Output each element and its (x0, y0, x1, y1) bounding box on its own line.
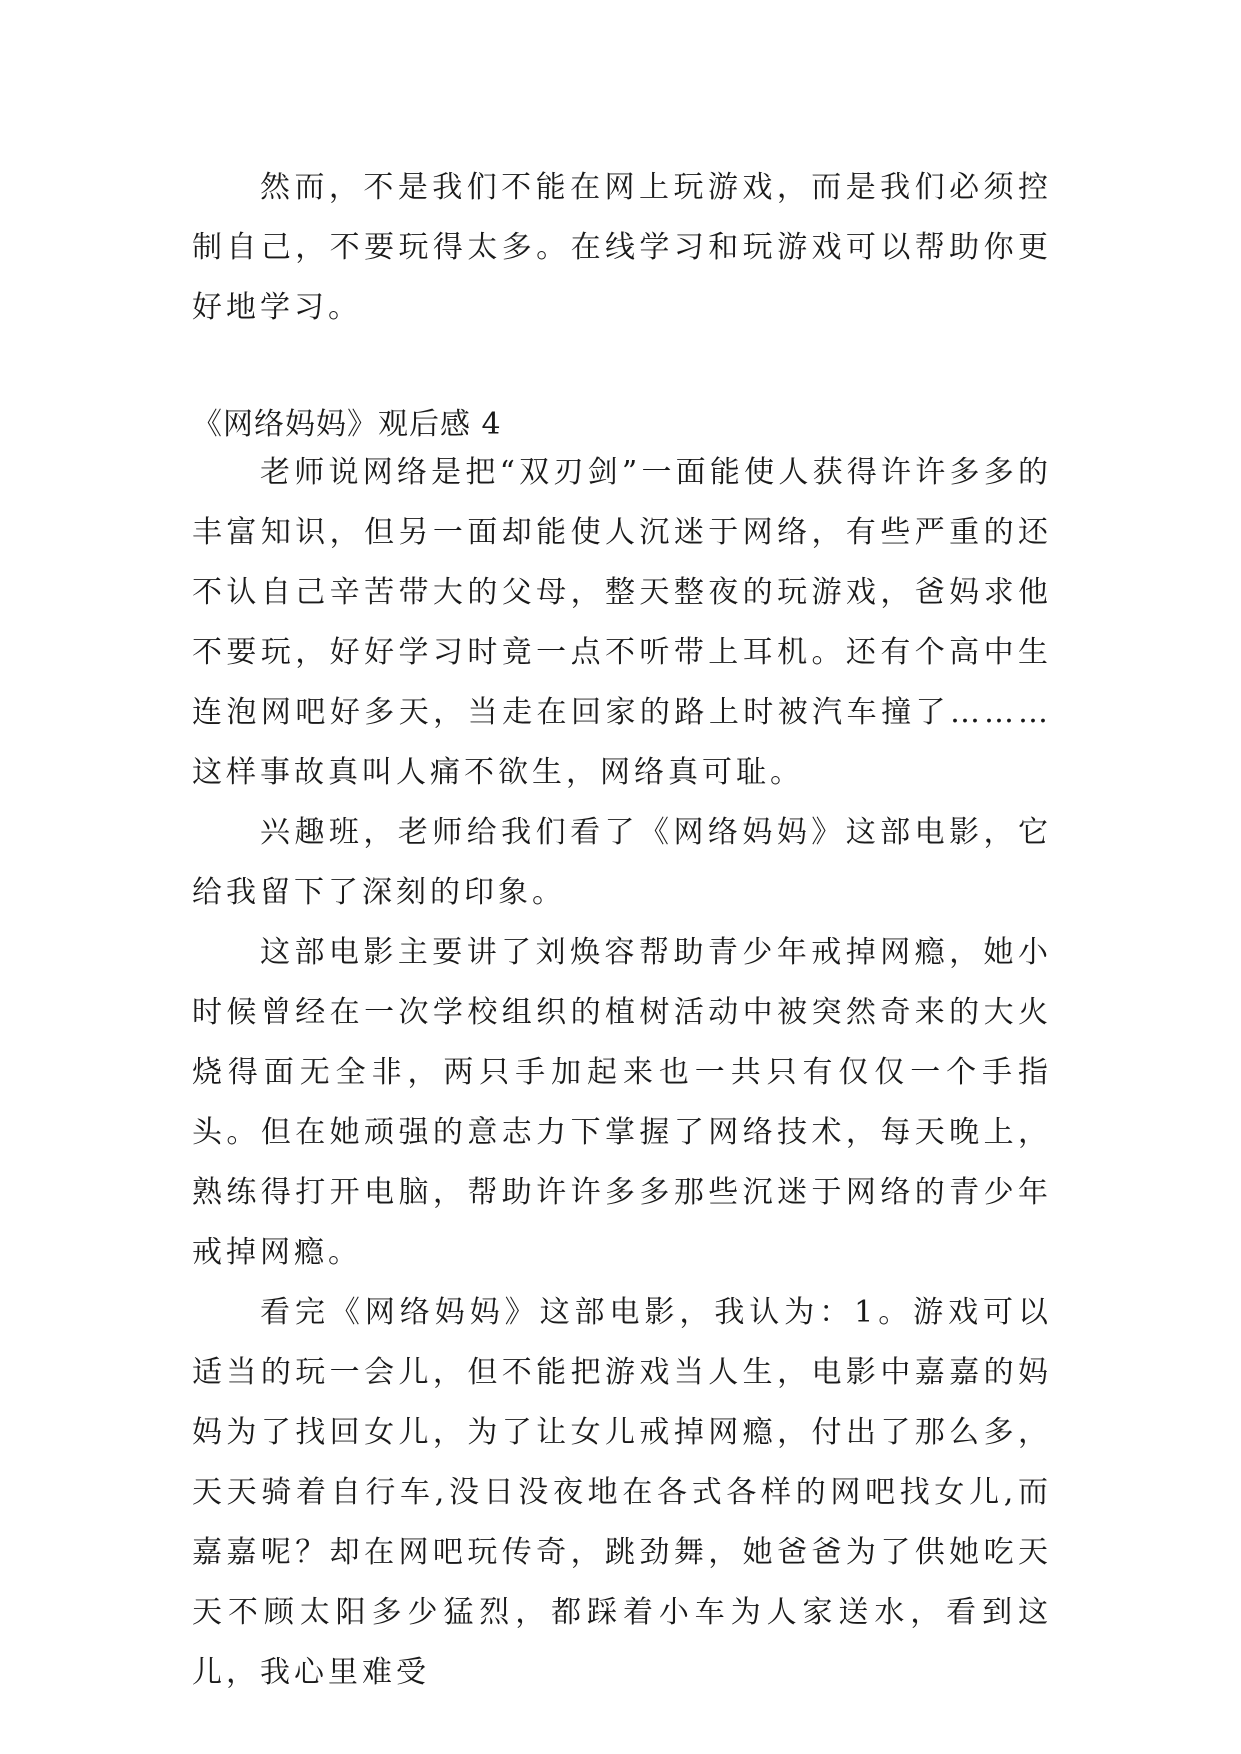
intro-paragraph: 然而，不是我们不能在网上玩游戏，而是我们必须控制自己，不要玩得太多。在线学习和玩游戏可以帮助你更好地学习。 (192, 170, 1052, 325)
body-section (192, 443, 1052, 1703)
body-paragraph-2: 兴趣班，老师给我们看了《网络妈妈》这部电影，它给我留下了深刻的印象。 (192, 815, 1052, 910)
body-paragraph-1: 老师说网络是把“双刃剑”一面能使人获得许许多多的丰富知识，但另一面却能使人沉迷于网络，有些严重的还不认自己辛苦带大的父母，整天整夜的玩游戏，爸妈求他不要玩，好好学习时竟一点不听带上耳机。还有个高中生连泡网吧好多天，当走在回家的路上时被汽车撞了………这样事故真叫人痛不欲生，网络真可耻。 (192, 455, 1052, 790)
intro-section (192, 158, 1052, 338)
body-paragraph-3: 这部电影主要讲了刘焕容帮助青少年戒掉网瘾，她小时候曾经在一次学校组织的植树活动中被突然奇来的大火烧得面无全非，两只手加起来也一共只有仅仅一个手指头。但在她顽强的意志力下掌握了网络技术，每天晚上，熟练得打开电脑，帮助许许多多那些沉迷于网络的青少年戒掉网瘾。 (192, 935, 1052, 1270)
section-title: 《网络妈妈》观后感 4 (192, 407, 502, 442)
body-paragraph-4: 看完《网络妈妈》这部电影，我认为：1。游戏可以适当的玩一会儿，但不能把游戏当人生，电影中嘉嘉的妈妈为了找回女儿，为了让女儿戒掉网瘾，付出了那么多，天天骑着自行车,没日没夜地在各式各样的网吧找女儿,而嘉嘉呢？却在网吧玩传奇，跳劲舞，她爸爸为了供她吃天天不顾太阳多少猛烈，都踩着小车为人家送水，看到这儿，我心里难受 (192, 1295, 1052, 1690)
